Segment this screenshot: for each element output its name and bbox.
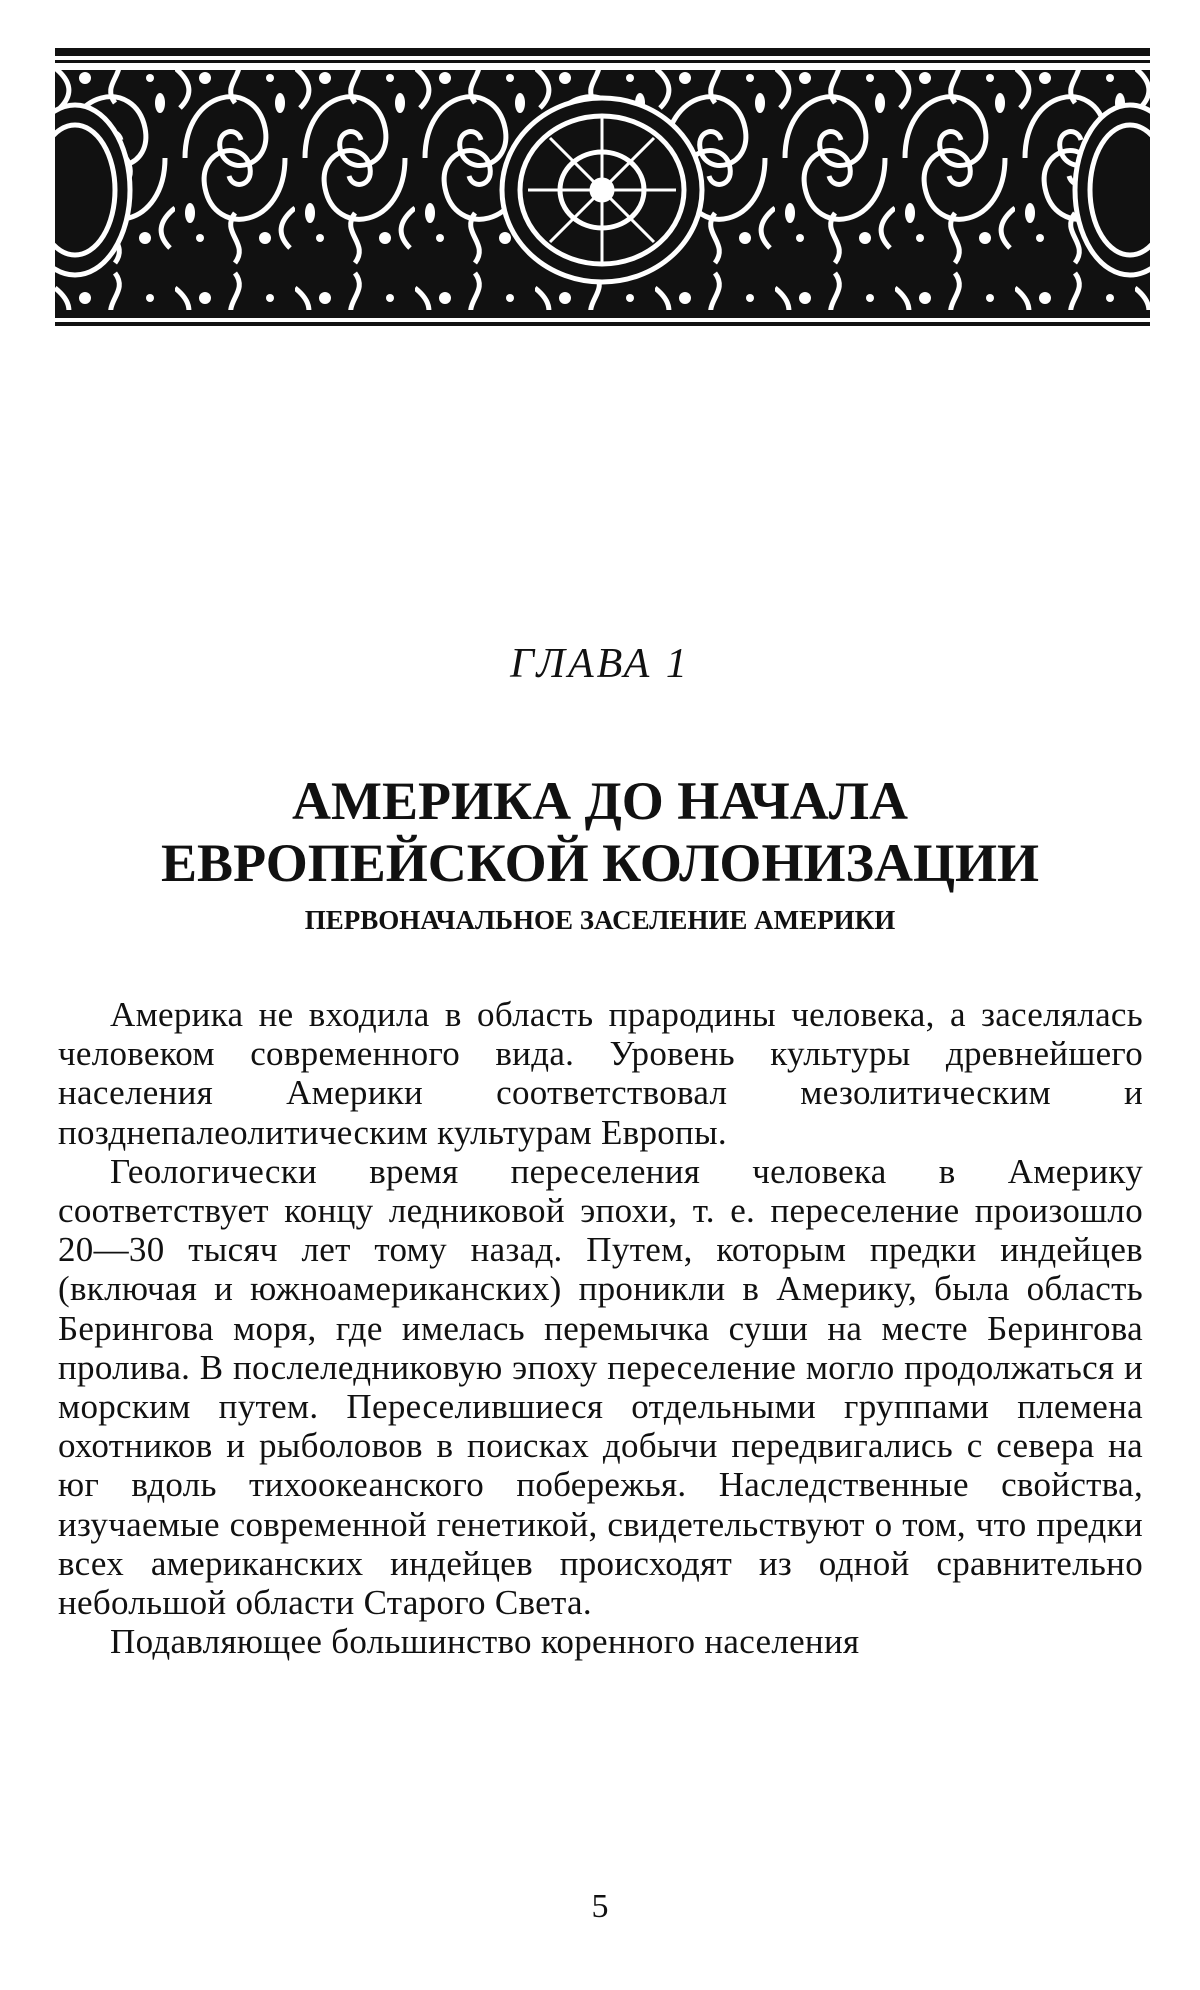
chapter-title-line-2: ЕВРОПЕЙСКОЙ КОЛОНИЗАЦИИ [161,833,1039,893]
chapter-title-line-1: АМЕРИКА ДО НАЧАЛА [292,771,908,831]
paragraph: Подавляющее большинство коренного населения [110,1622,860,1662]
section-heading: ПЕРВОНАЧАЛЬНОЕ ЗАСЕЛЕНИЕ АМЕРИКИ [304,905,896,935]
chapter-label: ГЛАВА 1 [510,641,690,687]
paragraph: Геологически время переселения человека в Америку соответствует концу ледниковой эпохи, т. е. переселение произошло 20—30 тысяч лет тому назад. Путем, которым предки индейцев (включая и южноамериканских) проникли в Америку, была область Берингова моря, где имелась перемычка суши на месте Берингова пролива. В послеледниковую эпоху переселение могло продолжаться и морским путем. Переселившиеся отдельными группами племена охотников и рыболовов в поисках добычи передвигались с севера на юг вдоль тихоокеанского побережья. Наследственные свойства, изучаемые современной генетикой, свидетельствуют о том, что предки всех американских индейцев происходят из одной сравнительно небольшой области Старого Света. [58,1151,1143,1623]
header-ornament [55,48,1150,344]
body-text [58,995,1143,1661]
paragraph: Америка не входила в область прародины человека, а заселялась человеком современного вида. Уровень культуры древнейшего населения Америки соответствовал мезолитическим и позднепалеолитическим культурам Европы. [58,995,1143,1152]
ornament-medallion-center [502,98,702,282]
chapter-title [0,770,1200,894]
page-number: 5 [591,1888,609,1925]
